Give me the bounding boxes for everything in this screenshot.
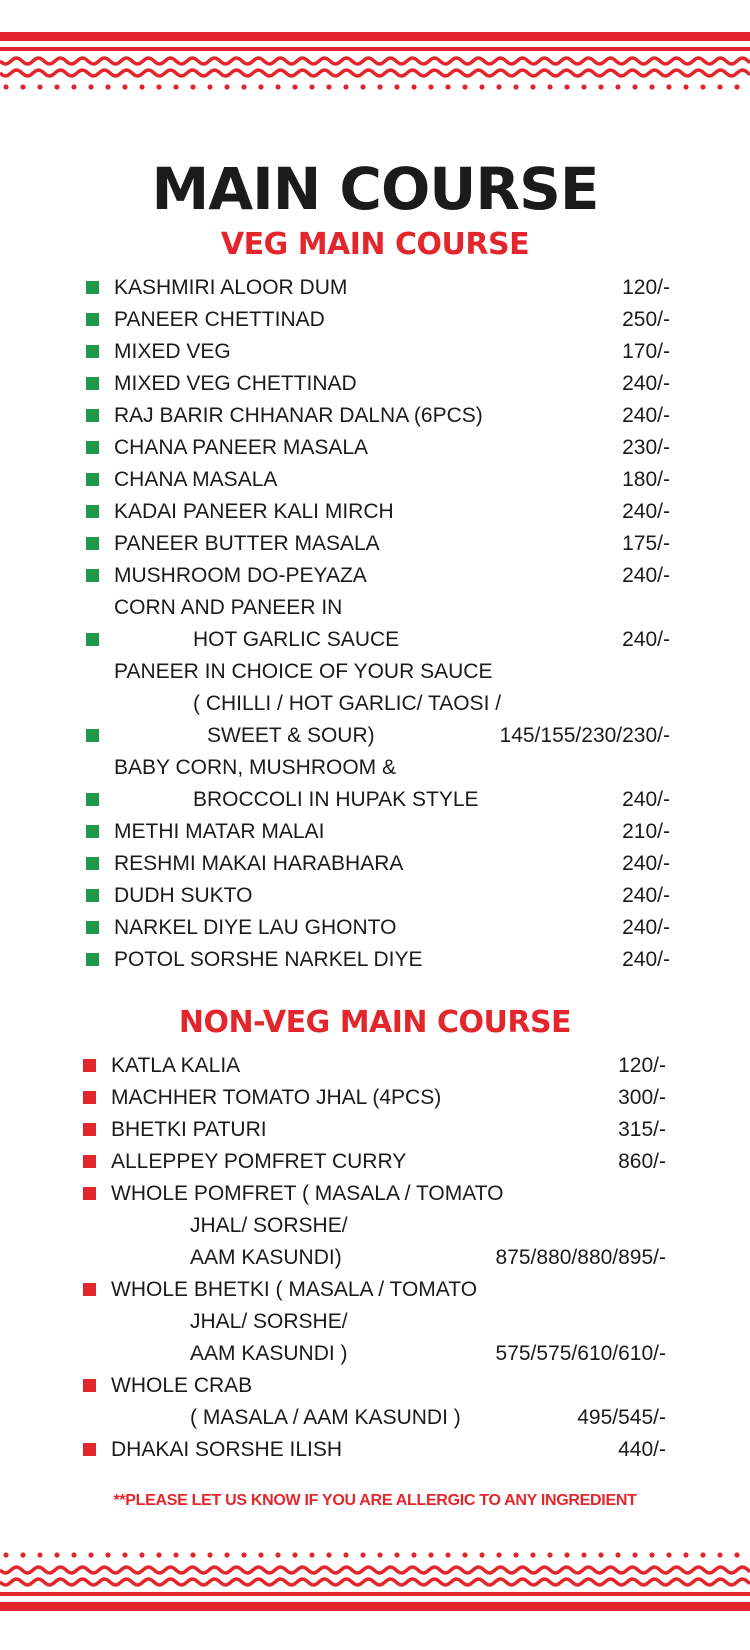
menu-item-name: DUDH SUKTO <box>114 884 253 907</box>
border-dot <box>224 84 229 89</box>
border-dot <box>20 84 25 89</box>
veg-bullet-icon <box>86 345 99 358</box>
border-dot <box>717 1552 722 1557</box>
border-dot <box>581 1552 586 1557</box>
border-dot <box>309 84 314 89</box>
menu-item-price: 240/- <box>622 948 670 971</box>
menu-item-price: 120/- <box>622 276 670 299</box>
border-dot <box>377 84 382 89</box>
veg-bullet-icon <box>86 473 99 486</box>
border-dot <box>122 84 127 89</box>
menu-item-price: 495/545/- <box>577 1406 666 1429</box>
menu-item-name: MIXED VEG CHETTINAD <box>114 372 357 395</box>
menu-item-row <box>0 784 750 816</box>
menu-item-name: CORN AND PANEER IN <box>114 596 343 619</box>
nonveg-bullet-icon <box>83 1059 96 1072</box>
border-dot <box>224 1552 229 1557</box>
menu-item-row <box>0 1402 750 1434</box>
border-dot <box>343 1552 348 1557</box>
border-dot <box>343 84 348 89</box>
nonveg-bullet-icon <box>83 1155 96 1168</box>
veg-bullet-icon <box>86 409 99 422</box>
veg-bullet-icon <box>86 569 99 582</box>
nonveg-section-heading: NON-VEG MAIN COURSE <box>178 1005 572 1040</box>
allergy-footnote: **PLEASE LET US KNOW IF YOU ARE ALLERGIC TO ANY INGREDIENT <box>113 1492 637 1509</box>
border-dot <box>598 1552 603 1557</box>
border-dot <box>173 1552 178 1557</box>
menu-item-price: 145/155/230/230/- <box>499 724 670 747</box>
border-dot <box>683 1552 688 1557</box>
menu-item-name: ( MASALA / AAM KASUNDI ) <box>190 1406 461 1429</box>
border-dot <box>377 1552 382 1557</box>
border-dot <box>615 1552 620 1557</box>
border-dot <box>292 1552 297 1557</box>
border-dot <box>394 84 399 89</box>
menu-item-price: 315/- <box>618 1118 666 1141</box>
border-dot <box>275 1552 280 1557</box>
border-dot <box>700 1552 705 1557</box>
border-dot <box>445 84 450 89</box>
border-dot <box>394 1552 399 1557</box>
veg-bullet-icon <box>86 921 99 934</box>
veg-menu-list <box>0 272 750 976</box>
border-dot <box>54 1552 59 1557</box>
decorative-border-bottom <box>0 1525 750 1625</box>
nonveg-menu-list <box>0 1050 750 1466</box>
menu-item-row <box>0 528 750 560</box>
menu-item-name: HOT GARLIC SAUCE <box>193 628 400 651</box>
menu-item-price: 170/- <box>622 340 670 363</box>
border-dot <box>20 1552 25 1557</box>
menu-item-row <box>0 656 750 688</box>
menu-item-name: SWEET & SOUR) <box>207 724 375 747</box>
border-dot <box>734 84 739 89</box>
veg-bullet-icon <box>86 825 99 838</box>
menu-item-name: ALLEPPEY POMFRET CURRY <box>111 1150 407 1173</box>
menu-item-row <box>0 272 750 304</box>
menu-item-name: AAM KASUNDI ) <box>190 1342 348 1365</box>
menu-item-price: 240/- <box>622 372 670 395</box>
menu-item-row <box>0 912 750 944</box>
border-dot <box>632 1552 637 1557</box>
border-dot <box>462 84 467 89</box>
menu-item-row <box>0 1210 750 1242</box>
menu-item-row <box>0 944 750 976</box>
border-dot <box>37 84 42 89</box>
border-dot <box>258 84 263 89</box>
border-dot <box>173 84 178 89</box>
veg-bullet-icon <box>86 729 99 742</box>
border-dot <box>207 84 212 89</box>
menu-item-price: 875/880/880/895/- <box>495 1246 666 1269</box>
menu-item-name: WHOLE POMFRET ( MASALA / TOMATO <box>111 1182 504 1205</box>
menu-item-row <box>0 816 750 848</box>
border-dot <box>632 84 637 89</box>
border-dot <box>530 1552 535 1557</box>
menu-item-row <box>0 560 750 592</box>
menu-item-row <box>0 1274 750 1306</box>
menu-item-row <box>0 720 750 752</box>
border-dot <box>139 84 144 89</box>
menu-item-row <box>0 464 750 496</box>
border-dot <box>547 1552 552 1557</box>
menu-item-name: JHAL/ SORSHE/ <box>190 1310 348 1333</box>
veg-bullet-icon <box>86 441 99 454</box>
menu-item-name: MACHHER TOMATO JHAL (4PCS) <box>111 1086 442 1109</box>
border-dot <box>649 1552 654 1557</box>
border-dot <box>3 1552 8 1557</box>
border-dot <box>411 84 416 89</box>
border-dot <box>139 1552 144 1557</box>
menu-item-name: DHAKAI SORSHE ILISH <box>111 1438 343 1461</box>
menu-item-row <box>0 1434 750 1466</box>
menu-item-price: 180/- <box>622 468 670 491</box>
border-dot <box>88 84 93 89</box>
menu-item-name: BABY CORN, MUSHROOM & <box>114 756 396 779</box>
border-dot <box>292 84 297 89</box>
border-dot <box>496 1552 501 1557</box>
nonveg-bullet-icon <box>83 1443 96 1456</box>
veg-bullet-icon <box>86 281 99 294</box>
veg-bullet-icon <box>86 377 99 390</box>
nonveg-bullet-icon <box>83 1379 96 1392</box>
border-dot <box>462 1552 467 1557</box>
menu-item-price: 300/- <box>618 1086 666 1109</box>
border-dot <box>666 1552 671 1557</box>
border-dot <box>530 84 535 89</box>
veg-bullet-icon <box>86 313 99 326</box>
veg-bullet-icon <box>86 857 99 870</box>
menu-item-name: CHANA PANEER MASALA <box>114 436 369 459</box>
menu-item-row <box>0 1050 750 1082</box>
border-dot <box>428 1552 433 1557</box>
menu-item-price: 240/- <box>622 500 670 523</box>
menu-item-row <box>0 1242 750 1274</box>
veg-bullet-icon <box>86 953 99 966</box>
border-dot <box>683 84 688 89</box>
border-dot <box>513 1552 518 1557</box>
menu-item-price: 575/575/610/610/- <box>495 1342 666 1365</box>
veg-bullet-icon <box>86 793 99 806</box>
border-dot <box>734 1552 739 1557</box>
menu-item-name: KADAI PANEER KALI MIRCH <box>114 500 394 523</box>
menu-item-row <box>0 1338 750 1370</box>
menu-item-row <box>0 624 750 656</box>
menu-item-price: 240/- <box>622 788 670 811</box>
border-dot <box>547 84 552 89</box>
border-dot <box>445 1552 450 1557</box>
border-dot <box>258 1552 263 1557</box>
border-dot <box>309 1552 314 1557</box>
border-dot <box>122 1552 127 1557</box>
menu-item-name: MIXED VEG <box>114 340 231 363</box>
border-dot <box>88 1552 93 1557</box>
menu-item-price: 240/- <box>622 884 670 907</box>
border-dot <box>666 84 671 89</box>
border-dot <box>513 84 518 89</box>
border-dot <box>496 84 501 89</box>
menu-item-price: 240/- <box>622 628 670 651</box>
menu-item-price: 175/- <box>622 532 670 555</box>
border-dot <box>360 84 365 89</box>
border-dot <box>581 84 586 89</box>
veg-bullet-icon <box>86 633 99 646</box>
border-dot <box>700 84 705 89</box>
menu-item-name: METHI MATAR MALAI <box>114 820 325 843</box>
menu-item-price: 240/- <box>622 564 670 587</box>
menu-item-row <box>0 1082 750 1114</box>
nonveg-bullet-icon <box>83 1091 96 1104</box>
menu-item-row <box>0 1370 750 1402</box>
border-dot <box>326 1552 331 1557</box>
border-dot <box>207 1552 212 1557</box>
menu-item-name: CHANA MASALA <box>114 468 278 491</box>
menu-item-price: 240/- <box>622 404 670 427</box>
decorative-border-top <box>0 30 750 110</box>
border-dot <box>54 84 59 89</box>
veg-section-heading: VEG MAIN COURSE <box>220 227 530 262</box>
veg-bullet-icon <box>86 889 99 902</box>
menu-item-name: JHAL/ SORSHE/ <box>190 1214 348 1237</box>
menu-item-row <box>0 368 750 400</box>
veg-bullet-icon <box>86 537 99 550</box>
menu-item-price: 230/- <box>622 436 670 459</box>
menu-item-row <box>0 1306 750 1338</box>
menu-item-row <box>0 336 750 368</box>
menu-item-row <box>0 1146 750 1178</box>
menu-item-name: PANEER CHETTINAD <box>114 308 325 331</box>
veg-bullet-icon <box>86 505 99 518</box>
border-dot <box>71 84 76 89</box>
border-dot <box>3 84 8 89</box>
menu-item-row <box>0 1114 750 1146</box>
menu-item-name: BHETKI PATURI <box>111 1118 267 1141</box>
menu-item-name: POTOL SORSHE NARKEL DIYE <box>114 948 423 971</box>
border-dot <box>360 1552 365 1557</box>
border-dot <box>615 84 620 89</box>
menu-item-name: PANEER IN CHOICE OF YOUR SAUCE <box>114 660 493 683</box>
menu-item-price: 250/- <box>622 308 670 331</box>
border-dot <box>326 84 331 89</box>
menu-item-row <box>0 432 750 464</box>
page-title: MAIN COURSE <box>151 155 599 223</box>
menu-item-price: 240/- <box>622 852 670 875</box>
border-dot <box>564 1552 569 1557</box>
border-dot <box>411 1552 416 1557</box>
border-dot <box>649 84 654 89</box>
menu-item-name: NARKEL DIYE LAU GHONTO <box>114 916 397 939</box>
menu-item-row <box>0 752 750 784</box>
menu-item-row <box>0 688 750 720</box>
menu-item-name: ( CHILLI / HOT GARLIC/ TAOSI / <box>193 692 502 715</box>
border-dot <box>105 1552 110 1557</box>
menu-item-name: AAM KASUNDI) <box>190 1246 342 1269</box>
menu-item-name: RAJ BARIR CHHANAR DALNA (6PCS) <box>114 404 483 427</box>
menu-item-row <box>0 880 750 912</box>
border-dot <box>190 1552 195 1557</box>
border-dot <box>71 1552 76 1557</box>
menu-item-name: KATLA KALIA <box>111 1054 241 1077</box>
border-dot <box>598 84 603 89</box>
border-dot <box>717 84 722 89</box>
menu-item-price: 440/- <box>618 1438 666 1461</box>
menu-item-row <box>0 400 750 432</box>
menu-item-name: WHOLE CRAB <box>111 1374 253 1397</box>
nonveg-bullet-icon <box>83 1187 96 1200</box>
menu-item-row <box>0 1178 750 1210</box>
menu-item-name: MUSHROOM DO-PEYAZA <box>114 564 367 587</box>
menu-item-name: RESHMI MAKAI HARABHARA <box>114 852 404 875</box>
menu-item-row <box>0 304 750 336</box>
border-dot <box>564 84 569 89</box>
border-dot <box>479 1552 484 1557</box>
border-dot <box>479 84 484 89</box>
menu-item-name: WHOLE BHETKI ( MASALA / TOMATO <box>111 1278 478 1301</box>
border-dot <box>190 84 195 89</box>
menu-item-row <box>0 848 750 880</box>
border-dot <box>241 1552 246 1557</box>
menu-item-name: BROCCOLI IN HUPAK STYLE <box>193 788 479 811</box>
nonveg-bullet-icon <box>83 1283 96 1296</box>
menu-item-row <box>0 592 750 624</box>
border-dot <box>275 84 280 89</box>
menu-item-price: 120/- <box>618 1054 666 1077</box>
nonveg-bullet-icon <box>83 1123 96 1136</box>
border-dot <box>241 84 246 89</box>
menu-item-price: 860/- <box>618 1150 666 1173</box>
menu-item-price: 240/- <box>622 916 670 939</box>
border-dot <box>428 84 433 89</box>
menu-item-row <box>0 496 750 528</box>
menu-item-name: PANEER BUTTER MASALA <box>114 532 380 555</box>
menu-item-name: KASHMIRI ALOOR DUM <box>114 276 348 299</box>
border-dot <box>37 1552 42 1557</box>
border-dot <box>156 1552 161 1557</box>
border-dot <box>156 84 161 89</box>
menu-item-price: 210/- <box>622 820 670 843</box>
border-dot <box>105 84 110 89</box>
